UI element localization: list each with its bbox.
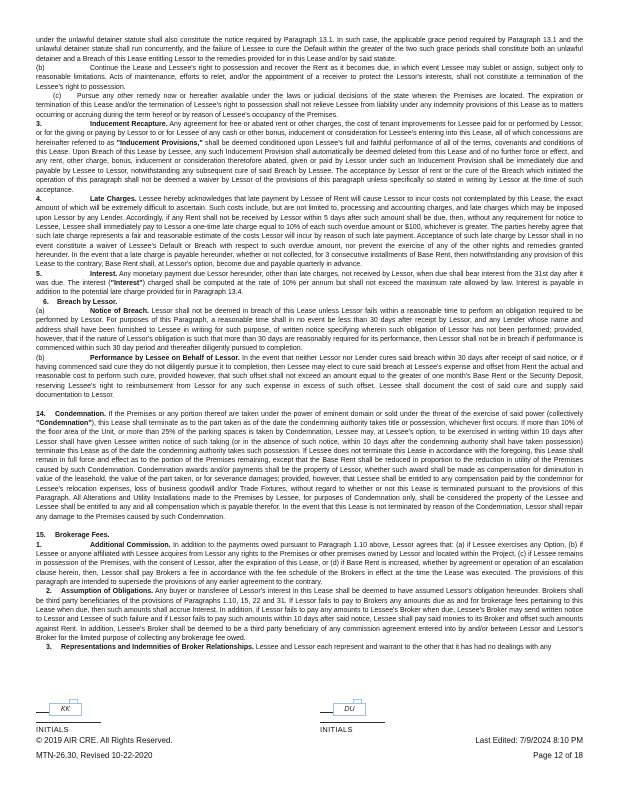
stamp-tab-icon xyxy=(69,699,78,703)
subparagraph-b-continue-lease xyxy=(36,64,583,92)
subparagraph-c-pursue-remedy xyxy=(36,92,583,120)
section-3-inducement-recapture xyxy=(36,120,583,195)
paragraph-text: Any buyer or transferee of Lessor's interest in this Lease shall be deemed to have assumed Lessor's obligation hereunder. Brokers shall be third party beneficiaries of the provisions of Paragraphs 1.10, 15, 22 and 31. If Lessor fails to pay to Brokers any amounts due as and for brokerage fees pertaining to this Lease when due, then such amounts shall accrue Interest. In addition, if Lessor fails to pay any amounts to Lessee's Broker when due, Lessee's Broker may send written notice to Lessor and Lessee of such failure and if Lessor fails to pay such amounts within 10 days after said notice, Lessee shall pay said monies to its Broker and offset such amounts against Rent. In addition, Lessee's Broker shall be deemed to be a third party beneficiary of any commission agreement entered into by and/or between Lessor and Lessor's Broker for the limited purpose of collecting any brokerage fee owed. xyxy=(36,588,583,642)
section-title: Representations and Indemnities of Broker Relationships. xyxy=(61,644,254,652)
paragraph-text: Lessee and Lessor each represent and warrant to the other that it has had no dealings with any xyxy=(253,644,552,652)
paragraph-text: Pursue any other remedy now or hereafter available under the laws or judicial decisions of the state wherein the Premises are located. The expiration or termination of this Lease and/or the termination of Lessee's right to possession shall not relieve Lessee from liability under any indemnity provisions of this Lease as to matters occurring or accruing during the term hereof or by reason of Lessee's occupancy of the Premises. xyxy=(36,93,583,119)
section-title: Notice of Breach. xyxy=(90,307,149,315)
lessor-initials-stamp[interactable] xyxy=(49,703,82,716)
section-title: Interest. xyxy=(90,270,118,278)
stamp-tab-icon xyxy=(353,699,362,703)
paragraph-text: ) charged shall be computed at the rate of 10% per annum but shall not exceed the maximum rate allowed by law. Interest is payable in addition to the potential late charge provided for in Paragraph 13.4. xyxy=(36,279,583,297)
document-body xyxy=(36,36,583,653)
defined-term-condemnation: "Condemnation" xyxy=(36,420,92,428)
lessee-initials-block xyxy=(320,702,420,738)
paragraph-label: (c) xyxy=(53,93,62,101)
section-title: Brokerage Fees. xyxy=(55,532,110,540)
defined-term-interest: "Interest" xyxy=(110,279,143,287)
section-number: 3. xyxy=(36,121,42,129)
paragraph-text: In the event that neither Lessor nor Lender cures said breach within 30 days after receipt of said notice, or if having commenced said cure they do not diligently pursue it to completion, then Lessee may elect to cure said breach at Lessee's expense and offset from Rent the actual and reasonable cost to perform such cure, provided however, that such offset shall not exceed an amount equal to the greater of one month's Base Rent or the Security Deposit, reserving Lessee's right to reimbursement from Lessor for any such expense in excess of such offset. Lessee shall document the cost of said cure and supply said documentation to Lessor. xyxy=(36,354,583,400)
section-number: 15. xyxy=(36,532,46,540)
section-title: Performance by Lessee on Behalf of Lessor. xyxy=(90,354,240,362)
form-code-text: MTN-26.30, Revised 10-22-2020 xyxy=(36,751,153,760)
section-title: Breach by Lessor. xyxy=(57,298,118,306)
footer-row-2 xyxy=(36,751,583,760)
subparagraph-a-notice-of-breach xyxy=(36,307,583,354)
section-number: 4. xyxy=(36,195,42,203)
paragraph-text: Any agreement for free or abated rent or other charges, the cost of tenant improvements for Lessee paid for or performed by Lessor, or for the giving or paying by Lessor to or for Lessee of any cash or other bonus, inducement or consideration for Lessee's entering into this Lease, all of which concessions are hereinafter referred to as xyxy=(36,121,583,147)
page-number-text: Page 12 of 18 xyxy=(533,751,583,760)
paragraph-text: ), this Lease shall terminate as to the part taken as of the date the condemning authority takes title or possession, whichever first occurs. If more than 10% of the floor area of the Unit, or more than 25% of the parking spaces is taken by Condemnation, Lessee may, at Lessee's option, to be exercised in writing within 10 days after Lessor shall have given Lessee written notice of such taking (or in the absence of such notice, within 10 days after the condemning authority shall have taken possession) terminate this Lease as of the date the condemning authority takes such possession. If Lessee does not terminate this Lease in accordance with the foregoing, this Lease shall remain in full force and effect as to the portion of the Premises remaining, except that the Base Rent shall be reduced in proportion to the reduction in utility of the Premises caused by such Condemnation. Condemnation awards and/or payments shall be the property of Lessor, whether such award shall be made as compensation for diminution in value of the leasehold, the value of the part taken, or for severance damages; provided, however, that Lessee shall be entitled to any compensation paid by the condemnor for Lessee's relocation expenses, loss of business goodwill and/or Trade Fixtures, without regard to whether or not this Lease is terminated pursuant to the provisions of this Paragraph. All Alterations and Utility Installations made to the Premises by Lessee, for purposes of Condemnation only, shall be considered the property of the Lessee and Lessee shall be entitled to any and all compensation which is payable therefor. In the event that this Lease is not terminated by reason of the Condemnation, Lessor shall repair any damage to the Premises caused by such Condemnation. xyxy=(36,420,583,521)
copyright-text: © 2019 AIR CRE. All Rights Reserved. xyxy=(36,736,173,745)
section-5-interest xyxy=(36,270,583,298)
section-4-late-charges xyxy=(36,195,583,270)
paragraph-text: Any monetary payment due Lessor hereunder, other than late charges, not received by Lessor, when due shall bear interest from the 31st day after it was due. The interest ( xyxy=(36,270,583,287)
section-15-1-additional-commission xyxy=(36,541,583,588)
defined-term-inducement-provisions: "Inducement Provisions," xyxy=(116,139,203,147)
section-15-2-assumption-of-obligations xyxy=(36,587,583,643)
paragraph-label: (b) xyxy=(36,65,45,73)
paragraph-gap xyxy=(36,522,583,531)
paragraph-unlawful-detainer-continuation xyxy=(36,36,583,64)
section-15-brokerage-fees xyxy=(36,531,583,540)
section-number: 5. xyxy=(36,270,42,278)
paragraph-text: Lessor shall not be deemed in breach of this Lease unless Lessor fails within a reasonable time to perform an obligation required to be performed by Lessor. For purposes of this Paragraph, a reasonable time shall in no event be less than 30 days after receipt by Lessor, and any Lender whose name and address shall have been furnished to Lessee in writing for such purpose, of written notice specifying wherein such obligation of Lessor has not been performed; provided, however, that if the nature of Lessor's obligation is such that more than 30 days are reasonably required for its performance, then Lessor shall not be in breach if performance is commenced within such 30 day period and thereafter diligently pursued to completion. xyxy=(36,307,583,353)
last-edited-text: Last Edited: 7/9/2024 8:10 PM xyxy=(475,736,583,745)
subparagraph-b-performance-by-lessee xyxy=(36,354,583,401)
section-title: Condemnation. xyxy=(55,410,106,418)
section-number: 1. xyxy=(36,541,42,549)
section-14-condemnation xyxy=(36,410,583,522)
section-number: 6. xyxy=(43,298,49,306)
section-title: Assumption of Obligations. xyxy=(61,588,154,596)
section-title: Additional Commission. xyxy=(90,541,171,549)
lessor-initials-block xyxy=(36,702,136,738)
lessee-initials-text: DU xyxy=(344,705,355,713)
paragraph-label: (b) xyxy=(36,354,45,362)
section-number: 2. xyxy=(46,588,52,596)
footer-row-1 xyxy=(36,736,583,745)
section-number: 14. xyxy=(36,410,46,418)
paragraph-text: If the Premises or any portion thereof are taken under the power of eminent domain or sold under the threat of the exercise of said power (collectively xyxy=(105,410,583,418)
section-15-3-representations-indemnities xyxy=(36,643,583,652)
lessee-initials-stamp[interactable] xyxy=(333,703,366,716)
section-6-breach-by-lessor xyxy=(36,298,583,307)
section-number: 3. xyxy=(46,644,52,652)
section-title: Late Charges. xyxy=(90,195,137,203)
paragraph-text: Continue the Lease and Lessee's right to possession and recover the Rent as it becomes due, in which event Lessee may sublet or assign, subject only to reasonable limitations. Acts of maintenance, efforts to relet, and/or the appointment of a receiver to protect the Lessor's interests, shall not constitute a termination of the Lessee's right to possession. xyxy=(36,65,583,91)
paragraph-gap xyxy=(36,400,583,409)
paragraph-text: Lessee hereby acknowledges that late payment by Lessee of Rent will cause Lessor to incur costs not contemplated by this Lease, the exact amount of which will be extremely difficult to ascertain. Such costs include, but are not limited to, processing and accounting charges, and late charges which may be imposed upon Lessor by any Lender. Accordingly, if any Rent shall not be received by Lessor within 5 days after such amount shall be due, then, without any requirement for notice to Lessee, Lessee shall immediately pay to Lessor a one-time late charge equal to 10% of each such overdue amount or $100, whichever is greater. The parties hereby agree that such late charge represents a fair and reasonable estimate of the costs Lessor will incur by reason of such late payment. Acceptance of such late charge by Lessor shall in no event constitute a waiver of Lessee's Default or Breach with respect to such overdue amount, nor prevent the exercise of any of the other rights and remedies granted hereunder. In the event that a late charge is payable hereunder, whether or not collected, for 3 consecutive installments of Base Rent, then notwithstanding any provision of this Lease to the contrary, Base Rent shall, at Lessor's option, become due and payable quarterly in advance. xyxy=(36,195,584,269)
initials-line xyxy=(320,722,385,723)
lessor-initials-text: KK xyxy=(60,705,71,713)
initials-label: INITIALS xyxy=(36,725,69,734)
section-title: Inducement Recapture. xyxy=(90,121,168,129)
initials-line xyxy=(36,722,101,723)
paragraph-text: In addition to the payments owed pursuant to Paragraph 1.10 above, Lessor agrees that: (a) if Lessee exercises any Option, (b) if Lessee or anyone affiliated with Lessee acquires from Lessor any rights to the Premises or other premises owned by Lessor and located within the Project, (c) if Lessee remains in possession of the Premises, with the consent of Lessor, after the expiration of this Lease, or (d) if Base Rent is increased, whether by agreement or operation of an escalation clause herein, then, Lessor shall pay Brokers a fee in accordance with the fee schedule of the Brokers in effect at the time the Lease was executed. The provisions of this paragraph are intended to supersede the provisions of any earlier agreement to the contrary. xyxy=(36,541,583,586)
paragraph-text: shall be deemed conditioned upon Lessee's full and faithful performance of all of the terms, covenants and conditions of this Lease. Upon Breach of this Lease by Lessee, any such Inducement Provision shall automatically be deemed deleted from this Lease and of no further force or effect, and any rent, other charge, bonus, inducement or consideration theretofore abated, given or paid by Lessor under such an Inducement Provision shall be immediately due and payable by Lessee to Lessor, notwithstanding any subsequent cure of said Breach by Lessee. The acceptance by Lessor of rent or the cure of the Breach which initiated the operation of this paragraph shall not be deemed a waiver by Lessor of the provisions of this paragraph unless specifically so stated in writing by Lessor at the time of such acceptance. xyxy=(36,139,583,194)
paragraph-label: (a) xyxy=(36,307,45,315)
paragraph-text: under the unlawful detainer statute shall also constitute the notice required by Paragraph 13.1. In such case, the applicable grace period required by Paragraph 13.1 and the unlawful detainer statute shall run concurrently, and the failure of Lessee to cure the Default within the greater of the two such grace periods shall constitute both an unlawful detainer and a Breach of this Lease entitling Lessor to the remedies provided for in this Lease and/or by said statute. xyxy=(36,37,583,63)
initials-label: INITIALS xyxy=(320,725,353,734)
